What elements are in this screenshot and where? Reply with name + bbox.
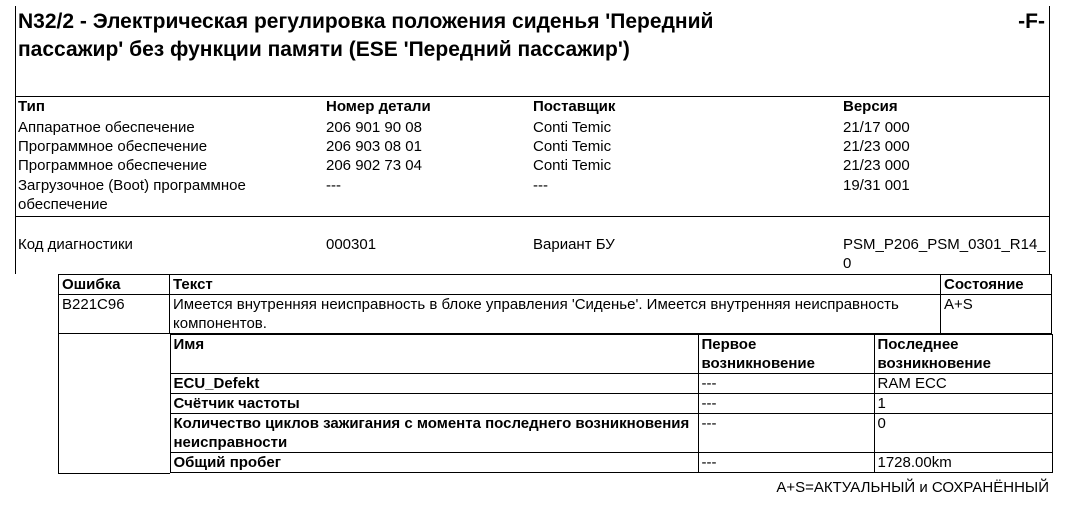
info-row-version: 21/17 000 [843,119,910,136]
page-title: N32/2 - Электрическая регулировка положения сиденья 'Передний пассажир' без функции памяти (ESE 'Передний пассажир') [18,10,714,61]
col-fault-header: Ошибка [59,275,170,295]
col-supplier-header: Поставщик [533,98,616,115]
env-last: 0 [874,414,1052,453]
fault-code: B221C96 [59,295,170,334]
env-first: --- [698,394,874,414]
info-row-supplier: --- [533,177,548,194]
status-legend: A+S=АКТУАЛЬНЫЙ и СОХРАНЁННЫЙ [776,479,1049,496]
table-row [170,453,1052,473]
info-row-supplier: Conti Temic [533,119,612,136]
col-version-header: Версия [843,98,898,115]
env-data-row [59,334,1052,474]
ecu-info-block [15,96,1050,274]
report-header [15,6,1050,96]
info-row-type: Программное обеспечение [18,157,208,174]
info-row-version: 21/23 000 [843,157,910,174]
env-last: RAM ECC [874,374,1052,394]
col-name-header: Имя [170,335,698,374]
env-name: ECU_Defekt [170,374,698,394]
env-table-header [170,335,1052,374]
info-row-part: 206 901 90 08 [326,119,422,136]
ecu-variant-value: PSM_P206_PSM_0301_R14_0 [843,236,1046,272]
divider [16,216,1049,217]
col-first-occurrence-header: Первое возникновение [698,335,874,374]
table-row [170,374,1052,394]
info-row-version: 19/31 001 [843,177,910,194]
env-indent-cell [59,334,170,474]
info-row-part: --- [326,177,341,194]
col-text-header: Текст [170,275,941,295]
table-row [170,414,1052,453]
col-type-header: Тип [18,98,45,115]
info-row-version: 21/23 000 [843,138,910,155]
diag-code-value: 000301 [326,236,377,253]
fault-table-header [59,275,1052,295]
env-last: 1 [874,394,1052,414]
col-state-header: Состояние [941,275,1052,295]
info-row-part: 206 903 08 01 [326,138,422,155]
fault-table [58,274,1052,474]
page-tag: -F- [1018,10,1045,33]
table-row [170,394,1052,414]
ecu-variant-label: Вариант БУ [533,236,615,253]
col-last-occurrence-header: Последнее возникновение [874,335,1052,374]
env-name: Количество циклов зажигания с момента последнего возникновения неисправности [170,414,698,453]
fault-state: A+S [941,295,1052,334]
table-row [59,295,1052,334]
env-data-cell [170,334,1052,474]
env-last: 1728.00km [874,453,1052,473]
info-row-part: 206 902 73 04 [326,157,422,174]
env-name: Общий пробег [170,453,698,473]
fault-text: Имеется внутренняя неисправность в блоке управления 'Сиденье'. Имеется внутренняя неисправность компонентов. [170,295,941,334]
diag-code-label: Код диагностики [18,236,133,253]
info-row-type: Аппаратное обеспечение [18,119,195,136]
info-row-supplier: Conti Temic [533,157,612,174]
info-row-type: Загрузочное (Boot) программное обеспечение [18,177,246,213]
env-first: --- [698,414,874,453]
env-name: Счётчик частоты [170,394,698,414]
info-row-type: Программное обеспечение [18,138,208,155]
info-row-supplier: Conti Temic [533,138,612,155]
env-first: --- [698,453,874,473]
environment-data-table [170,334,1053,473]
col-part-header: Номер детали [326,98,431,115]
env-first: --- [698,374,874,394]
